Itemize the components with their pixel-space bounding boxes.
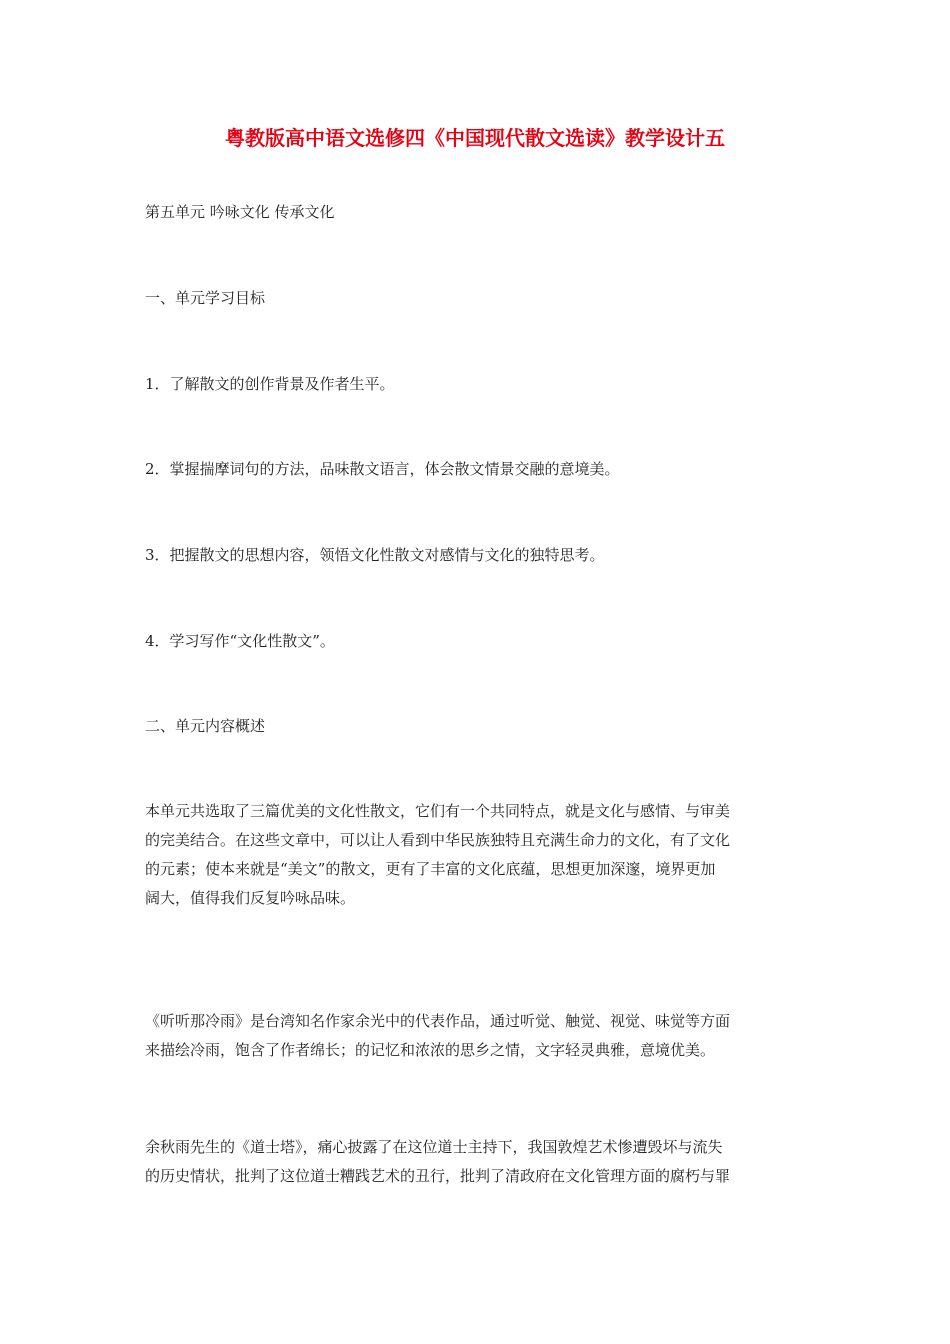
unit-heading: 第五单元 吟咏文化 传承文化: [145, 203, 335, 221]
section-heading-objectives: 一、单元学习目标: [145, 289, 266, 307]
paragraph-line: 阔大，值得我们反复吟咏品味。: [145, 889, 356, 907]
daoshita-paragraph: [145, 1136, 810, 1194]
objective-item-3: 3．把握散文的思想内容，领悟文化性散文对感情与文化的独特思考。: [145, 546, 605, 564]
objective-item-2: 2．掌握揣摩词句的方法，品味散文语言，体会散文情景交融的意境美。: [145, 460, 620, 478]
document-title: 粤教版高中语文选修四《中国现代散文选读》教学设计五: [225, 126, 725, 150]
objective-item-4: 4．学习写作“文化性散文”。: [145, 632, 335, 650]
paragraph-line: 来描绘冷雨，饱含了作者绵长；的记忆和浓浓的思乡之情，文字轻灵典雅，意境优美。: [145, 1041, 716, 1059]
overview-paragraph: [145, 800, 810, 916]
ting-ting-paragraph: [145, 1010, 810, 1068]
paragraph-line: 的历史情状，批判了这位道士糟践艺术的丑行，批判了清政府在文化管理方面的腐朽与罪: [145, 1167, 731, 1185]
paragraph-line: 的完美结合。在这些文章中，可以让人看到中华民族独特且充满生命力的文化，有了文化: [145, 831, 731, 849]
objective-item-1: 1．了解散文的创作背景及作者生平。: [145, 375, 395, 393]
paragraph-line: 余秋雨先生的《道士塔》，痛心披露了在这位道士主持下，我国敦煌艺术惨遭毁坏与流失: [145, 1138, 723, 1156]
section-heading-overview: 二、单元内容概述: [145, 717, 266, 735]
paragraph-line: 的元素；使本来就是“美文”的散文，更有了丰富的文化底蕴，思想更加深邃，境界更加: [145, 860, 716, 878]
paragraph-line: 本单元共选取了三篇优美的文化性散文，它们有一个共同特点，就是文化与感情、与审美: [145, 802, 731, 820]
paragraph-line: 《听听那冷雨》是台湾知名作家余光中的代表作品，通过听觉、触觉、视觉、味觉等方面: [145, 1012, 731, 1030]
